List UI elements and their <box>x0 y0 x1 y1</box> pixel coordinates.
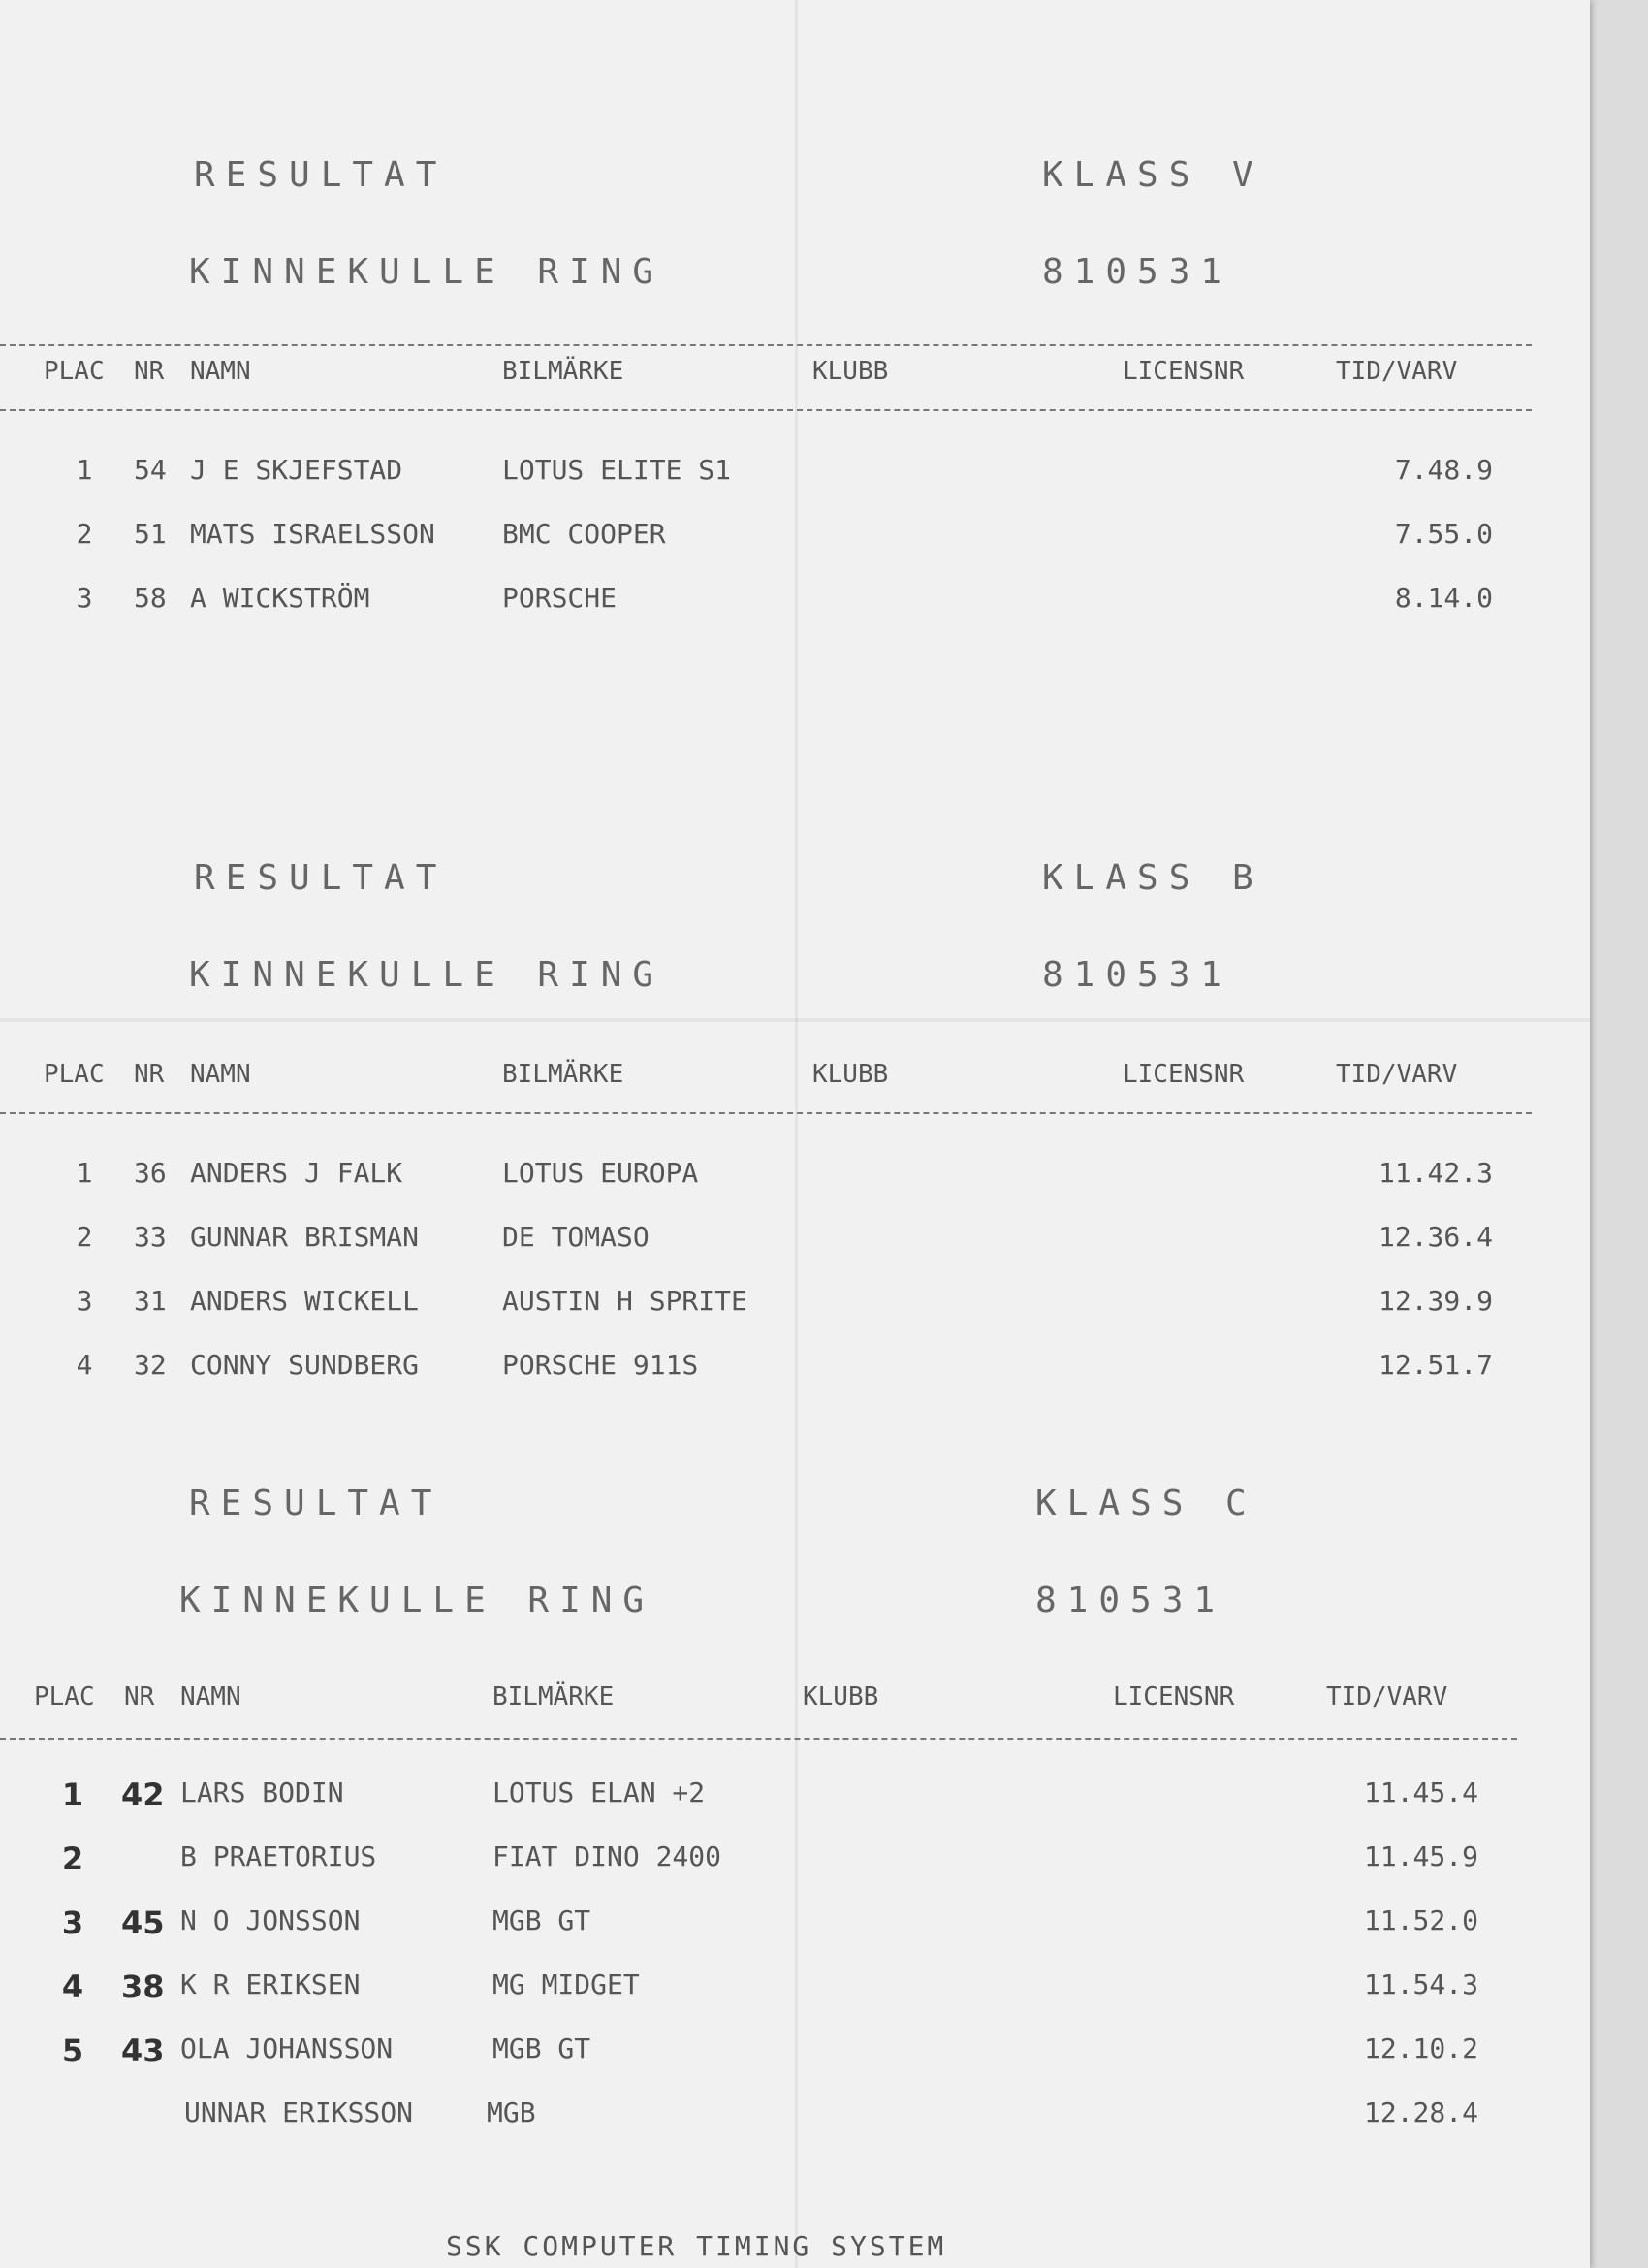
row-name: N O JONSSON <box>180 1904 361 1936</box>
row-time: 12.36.4 <box>1378 1221 1493 1253</box>
row-plac-handwritten: 2 <box>61 1840 84 1877</box>
race-date: 810531 <box>1035 1581 1226 1620</box>
header-rule-bottom <box>0 1738 1517 1740</box>
class-label: KLASS B <box>1042 858 1264 898</box>
row-nr: 36 <box>134 1157 167 1189</box>
col-bilmarke: BILMÄRKE <box>502 1060 624 1089</box>
col-plac: PLAC <box>44 1060 105 1089</box>
row-time: 7.48.9 <box>1394 454 1493 486</box>
table-row <box>0 1968 1590 2007</box>
row-name: J E SKJEFSTAD <box>190 454 403 486</box>
row-plac-handwritten: 1 <box>61 1776 84 1813</box>
track-label: KINNEKULLE RING <box>179 1581 655 1620</box>
col-klubb: KLUBB <box>812 1060 889 1089</box>
row-plac-handwritten: 5 <box>61 2032 84 2069</box>
col-bilmarke: BILMÄRKE <box>492 1682 615 1711</box>
row-plac-handwritten: 3 <box>61 1904 84 1941</box>
col-licensnr: LICENSNR <box>1123 357 1245 386</box>
header-rule-bottom <box>0 1112 1532 1114</box>
row-nr-handwritten: 38 <box>121 1968 165 2005</box>
table-row <box>0 1776 1590 1815</box>
header-rule-top <box>0 344 1532 346</box>
row-name: MATS ISRAELSSON <box>190 518 435 550</box>
row-time: 12.39.9 <box>1378 1285 1493 1317</box>
table-row <box>0 1221 1590 1260</box>
row-time: 12.10.2 <box>1363 2032 1478 2064</box>
col-tid-varv: TID/VARV <box>1336 357 1458 386</box>
row-car: PORSCHE 911S <box>502 1349 699 1381</box>
footer-system-name: SSK COMPUTER TIMING SYSTEM <box>446 2230 947 2262</box>
row-time: 11.45.4 <box>1363 1776 1478 1808</box>
col-nr: NR <box>134 357 165 386</box>
row-nr-handwritten: 43 <box>121 2032 165 2069</box>
row-nr: 54 <box>134 454 167 486</box>
table-row <box>0 2032 1590 2071</box>
row-plac: 2 <box>76 518 93 550</box>
row-nr: 32 <box>134 1349 167 1381</box>
row-plac: 1 <box>76 454 93 486</box>
row-plac-handwritten: 4 <box>61 1968 84 2005</box>
row-name: B PRAETORIUS <box>180 1840 377 1872</box>
row-nr: 58 <box>134 582 167 614</box>
class-label: KLASS C <box>1035 1484 1257 1523</box>
row-time: 11.52.0 <box>1363 1904 1478 1936</box>
table-row <box>0 1157 1590 1196</box>
col-klubb: KLUBB <box>803 1682 879 1711</box>
row-car: LOTUS ELITE S1 <box>502 454 732 486</box>
table-row <box>0 1904 1590 1943</box>
row-nr-handwritten: 45 <box>121 1904 165 1941</box>
row-name: OLA JOHANSSON <box>180 2032 394 2064</box>
row-time: 11.45.9 <box>1363 1840 1478 1872</box>
row-car: AUSTIN H SPRITE <box>502 1285 747 1317</box>
table-row <box>0 1349 1590 1388</box>
row-car: LOTUS ELAN +2 <box>492 1776 706 1808</box>
row-nr: 33 <box>134 1221 167 1253</box>
race-date: 810531 <box>1042 252 1233 292</box>
race-date: 810531 <box>1042 955 1233 995</box>
row-car: DE TOMASO <box>502 1221 650 1253</box>
row-time: 8.14.0 <box>1394 582 1493 614</box>
class-label: KLASS V <box>1042 155 1264 195</box>
row-car: MGB GT <box>492 1904 591 1936</box>
row-car: MG MIDGET <box>492 1968 640 2000</box>
col-plac: PLAC <box>44 357 105 386</box>
col-klubb: KLUBB <box>812 357 889 386</box>
col-tid-varv: TID/VARV <box>1326 1682 1448 1711</box>
row-car: MGB <box>487 2096 536 2128</box>
col-plac: PLAC <box>34 1682 95 1711</box>
row-name: K R ERIKSEN <box>180 1968 361 2000</box>
col-licensnr: LICENSNR <box>1113 1682 1235 1711</box>
row-car: MGB GT <box>492 2032 591 2064</box>
row-car: BMC COOPER <box>502 518 666 550</box>
header-rule-bottom <box>0 409 1532 411</box>
row-nr-handwritten: 42 <box>121 1776 165 1813</box>
col-namn: NAMN <box>180 1682 241 1711</box>
row-car: PORSCHE <box>502 582 618 614</box>
row-time: 7.55.0 <box>1394 518 1493 550</box>
table-row <box>0 1840 1590 1879</box>
row-time: 12.51.7 <box>1378 1349 1493 1381</box>
row-plac: 3 <box>76 1285 93 1317</box>
row-name: ANDERS J FALK <box>190 1157 403 1189</box>
row-nr: 51 <box>134 518 167 550</box>
col-nr: NR <box>134 1060 165 1089</box>
paper-fold-horizontal <box>0 1018 1590 1022</box>
row-car: LOTUS EUROPA <box>502 1157 699 1189</box>
track-label: KINNEKULLE RING <box>189 955 665 995</box>
col-licensnr: LICENSNR <box>1123 1060 1245 1089</box>
col-tid-varv: TID/VARV <box>1336 1060 1458 1089</box>
table-row <box>0 582 1590 621</box>
row-name: ANDERS WICKELL <box>190 1285 420 1317</box>
row-nr: 31 <box>134 1285 167 1317</box>
table-row <box>0 518 1590 557</box>
row-plac: 2 <box>76 1221 93 1253</box>
col-namn: NAMN <box>190 357 251 386</box>
row-plac: 3 <box>76 582 93 614</box>
row-plac: 4 <box>76 1349 93 1381</box>
row-time: 12.28.4 <box>1363 2096 1478 2128</box>
row-name: CONNY SUNDBERG <box>190 1349 420 1381</box>
row-name: A WICKSTRÖM <box>190 582 370 614</box>
table-row <box>0 2096 1590 2135</box>
row-plac: 1 <box>76 1157 93 1189</box>
row-car: FIAT DINO 2400 <box>492 1840 722 1872</box>
row-name: LARS BODIN <box>180 1776 344 1808</box>
result-label: RESULTAT <box>194 858 448 898</box>
col-bilmarke: BILMÄRKE <box>502 357 624 386</box>
table-row <box>0 1285 1590 1324</box>
track-label: KINNEKULLE RING <box>189 252 665 292</box>
result-label: RESULTAT <box>189 1484 443 1523</box>
table-row <box>0 454 1590 493</box>
col-nr: NR <box>124 1682 155 1711</box>
row-time: 11.42.3 <box>1378 1157 1493 1189</box>
col-namn: NAMN <box>190 1060 251 1089</box>
row-name: GUNNAR BRISMAN <box>190 1221 420 1253</box>
result-label: RESULTAT <box>194 155 448 195</box>
row-time: 11.54.3 <box>1363 1968 1478 2000</box>
row-name: UNNAR ERIKSSON <box>184 2096 414 2128</box>
